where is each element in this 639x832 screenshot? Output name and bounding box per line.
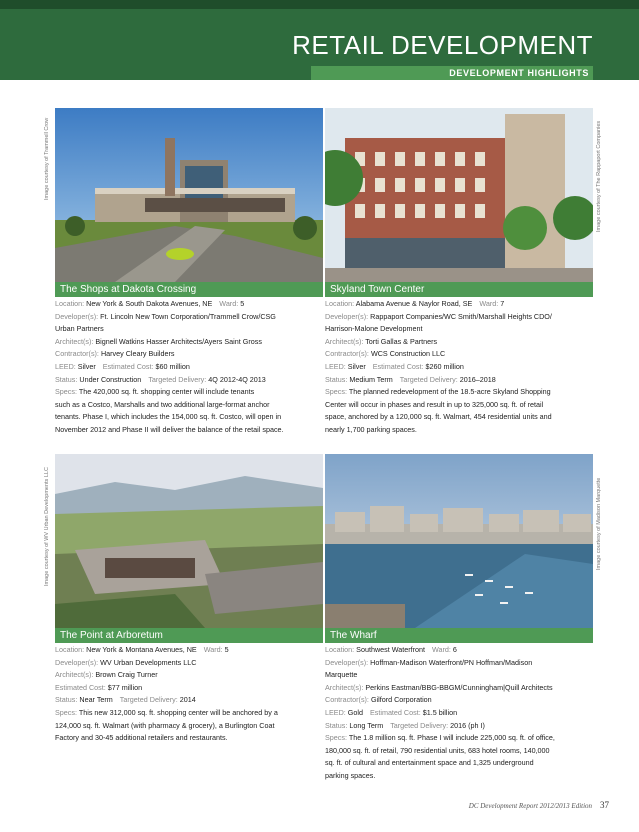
detail-value: WCS Construction LLC xyxy=(370,349,446,359)
detail-line xyxy=(325,694,597,707)
project-card-dakota-crossing xyxy=(55,108,323,443)
detail-value: Urban Partners xyxy=(55,324,104,334)
detail-value: 180,000 sq. ft. of retail, 790 residential units, 683 hotel rooms, 140,000 xyxy=(325,745,550,755)
project-photo-dakota-crossing xyxy=(55,108,323,282)
detail-label: LEED: xyxy=(325,361,346,371)
detail-value: $77 million xyxy=(107,682,143,692)
rendering-shopping-center-image xyxy=(55,108,323,282)
detail-line xyxy=(325,386,597,399)
detail-value: New York & South Dakota Avenues, NE xyxy=(86,299,213,308)
image-credit: Image courtesy of Trammell Crow xyxy=(44,117,50,200)
detail-label: Location: xyxy=(55,299,85,308)
detail-line xyxy=(325,361,597,374)
detail-label: Status: xyxy=(55,374,78,384)
detail-label: Location: xyxy=(325,645,355,654)
page-number: 37 xyxy=(600,800,609,810)
detail-line xyxy=(55,361,327,374)
project-name-bar: The Shops at Dakota Crossing xyxy=(55,282,323,297)
detail-value: Under Construction xyxy=(79,374,142,384)
detail-label: Specs: xyxy=(325,387,347,397)
detail-value: The 1.8 million sq. ft. Phase I will include 225,000 sq. ft. of office, xyxy=(348,733,555,743)
detail-line xyxy=(55,348,327,361)
detail-line xyxy=(55,694,327,707)
detail-value: 2016–2018 xyxy=(459,374,496,384)
detail-label: Specs: xyxy=(325,733,347,743)
detail-label: Contractor(s): xyxy=(55,349,99,359)
detail-value: $260 million xyxy=(425,361,464,371)
detail-label: Estimated Cost: xyxy=(102,361,154,371)
detail-value: Hoffman-Madison Waterfront/PN Hoffman/Madison xyxy=(370,657,533,667)
detail-value: Marquette xyxy=(325,670,358,680)
detail-label: Developer(s): xyxy=(55,657,99,667)
rendering-town-center-image xyxy=(325,108,593,282)
detail-line xyxy=(55,732,327,745)
detail-value: Long Term xyxy=(349,720,384,730)
detail-label: Targeted Delivery: xyxy=(399,374,458,384)
page-header xyxy=(0,0,639,80)
detail-value: Torti Gallas & Partners xyxy=(365,336,438,346)
image-credit: Image courtesy of The Rappaport Companies xyxy=(596,120,602,232)
project-card-arboretum xyxy=(55,454,323,764)
detail-value: Perkins Eastman/BBG-BBGM/Cunningham|Quill Architects xyxy=(365,682,553,692)
detail-value: Gold xyxy=(347,707,363,717)
project-name-bar: Skyland Town Center xyxy=(325,282,593,297)
detail-value: Factory and 30-45 additional retailers and restaurants. xyxy=(55,733,228,743)
detail-value: This new 312,000 sq. ft. shopping center will be anchored by a xyxy=(78,707,278,717)
project-details xyxy=(325,298,597,437)
detail-line xyxy=(55,386,327,399)
detail-value: nearly 1,700 parking spaces. xyxy=(325,424,417,434)
detail-label: Location: xyxy=(325,299,355,308)
project-details xyxy=(55,298,327,437)
detail-label: Ward: xyxy=(219,299,239,308)
detail-value: 4Q 2012-4Q 2013 xyxy=(208,374,266,384)
detail-line xyxy=(325,323,597,336)
project-details xyxy=(325,644,597,783)
detail-line xyxy=(325,757,597,770)
detail-line xyxy=(55,311,327,324)
detail-line xyxy=(55,682,327,695)
project-photo-skyland xyxy=(325,108,593,282)
detail-label: Architect(s): xyxy=(55,336,94,346)
detail-value: WV Urban Developments LLC xyxy=(100,657,197,667)
detail-label: Ward: xyxy=(203,645,223,654)
detail-line xyxy=(325,411,597,424)
detail-value: Ft. Lincoln New Town Corporation/Trammell Crow/CSG xyxy=(100,311,276,321)
detail-line xyxy=(55,374,327,387)
detail-line xyxy=(55,411,327,424)
detail-line xyxy=(55,657,327,670)
detail-label: Estimated Cost: xyxy=(369,707,421,717)
detail-line xyxy=(55,323,327,336)
detail-value: New York & Montana Avenues, NE xyxy=(86,645,197,654)
detail-label: Status: xyxy=(325,374,348,384)
detail-label: Estimated Cost: xyxy=(372,361,424,371)
detail-label: Developer(s): xyxy=(55,311,99,321)
detail-line xyxy=(55,669,327,682)
detail-value: The 420,000 sq. ft. shopping center will include tenants xyxy=(78,387,255,397)
project-card-wharf xyxy=(325,454,593,794)
detail-label: LEED: xyxy=(325,707,346,717)
report-title: DC Development Report 2012/2013 Edition xyxy=(468,802,593,810)
detail-value: November 2012 and Phase II will deliver the balance of the retail space. xyxy=(55,424,284,434)
detail-label: Contractor(s): xyxy=(325,695,369,705)
detail-value: Medium Term xyxy=(349,374,393,384)
detail-line xyxy=(325,298,597,311)
detail-line xyxy=(325,644,597,657)
header-stripe xyxy=(0,0,639,9)
detail-value: Harvey Cleary Builders xyxy=(100,349,175,359)
detail-label: LEED: xyxy=(55,361,76,371)
detail-line xyxy=(325,311,597,324)
image-credit: Image courtesy of Madison Marquette xyxy=(596,477,602,570)
detail-line xyxy=(325,707,597,720)
detail-label: Targeted Delivery: xyxy=(119,695,178,705)
detail-label: Targeted Delivery: xyxy=(390,720,449,730)
detail-line xyxy=(55,399,327,412)
detail-label: Ward: xyxy=(479,299,499,308)
detail-line xyxy=(55,336,327,349)
detail-value: tenants. Phase I, which includes the 154,000 sq. ft. Costco, will open in xyxy=(55,412,282,422)
detail-line xyxy=(325,770,597,783)
detail-value: Near Term xyxy=(79,695,113,705)
detail-value: 5 xyxy=(240,299,245,308)
detail-value: Gilford Corporation xyxy=(370,695,432,705)
detail-line xyxy=(325,745,597,758)
detail-line xyxy=(325,720,597,733)
detail-line xyxy=(325,399,597,412)
detail-value: Bignell Watkins Hasser Architects/Ayers Saint Gross xyxy=(95,336,262,346)
detail-value: Silver xyxy=(347,361,366,371)
detail-value: $60 million xyxy=(155,361,190,371)
detail-label: Architect(s): xyxy=(325,336,364,346)
detail-line xyxy=(325,348,597,361)
detail-line xyxy=(325,669,597,682)
detail-label: Estimated Cost: xyxy=(55,682,106,692)
detail-value: Silver xyxy=(77,361,96,371)
detail-label: Architect(s): xyxy=(55,670,94,680)
detail-label: Ward: xyxy=(432,645,451,654)
detail-label: Developer(s): xyxy=(325,657,369,667)
detail-value: Harrison-Malone Development xyxy=(325,324,423,334)
project-card-skyland xyxy=(325,108,593,443)
detail-line xyxy=(55,707,327,720)
detail-value: 6 xyxy=(452,645,457,654)
detail-line xyxy=(325,682,597,695)
detail-label: Location: xyxy=(55,645,85,654)
detail-value: Brown Craig Turner xyxy=(95,670,158,680)
page-subtitle: DEVELOPMENT HIGHLIGHTS xyxy=(449,68,589,78)
detail-line xyxy=(55,298,327,311)
detail-label: Targeted Delivery: xyxy=(148,374,207,384)
detail-value: $1.5 billion xyxy=(422,707,458,717)
detail-line xyxy=(325,424,597,437)
page-footer xyxy=(469,800,609,810)
detail-line xyxy=(55,720,327,733)
detail-value: Rappaport Companies/WC Smith/Marshall Heights CDO/ xyxy=(370,311,552,321)
detail-line xyxy=(325,657,597,670)
page-title: RETAIL DEVELOPMENT xyxy=(292,30,593,60)
detail-label: Developer(s): xyxy=(325,311,369,321)
detail-line xyxy=(55,644,327,657)
project-photo-arboretum xyxy=(55,454,323,628)
aerial-rendering-image xyxy=(55,454,323,628)
detail-value: 2016 (ph I) xyxy=(450,720,485,730)
detail-value: Southwest Waterfront xyxy=(356,645,426,654)
detail-value: space, anchored by a 120,000 sq. ft. Walmart, 454 residential units and xyxy=(325,412,552,422)
detail-value: Alabama Avenue & Naylor Road, SE xyxy=(355,299,473,308)
detail-value: The planned redevelopment of the 18.5-acre Skyland Shopping xyxy=(348,387,551,397)
detail-line xyxy=(325,374,597,387)
detail-label: Specs: xyxy=(55,387,77,397)
detail-value: 2014 xyxy=(179,695,196,705)
detail-line xyxy=(55,424,327,437)
detail-value: 124,000 sq. ft. Walmart (with pharmacy & grocery), a Burlington Coat xyxy=(55,720,275,730)
detail-value: Center will occur in phases and result in up to 325,000 sq. ft. of retail xyxy=(325,399,544,409)
detail-label: Status: xyxy=(55,695,78,705)
detail-value: sq. ft. of cultural and entertainment space and 1,325 underground xyxy=(325,758,534,768)
detail-label: Specs: xyxy=(55,707,77,717)
detail-value: parking spaces. xyxy=(325,770,376,780)
detail-label: Architect(s): xyxy=(325,682,364,692)
detail-label: Contractor(s): xyxy=(325,349,369,359)
detail-value: 5 xyxy=(224,645,229,654)
project-details xyxy=(55,644,327,745)
detail-line xyxy=(325,336,597,349)
waterfront-rendering-image xyxy=(325,454,593,628)
detail-line xyxy=(325,732,597,745)
detail-label: Status: xyxy=(325,720,348,730)
detail-value: 7 xyxy=(500,299,505,308)
project-name-bar: The Wharf xyxy=(325,628,593,643)
image-credit: Image courtesy of WV Urban Developments LLC xyxy=(44,467,50,586)
project-name-bar: The Point at Arboretum xyxy=(55,628,323,643)
project-photo-wharf xyxy=(325,454,593,628)
detail-value: such as a Costco, Marshalls and two additional large-format anchor xyxy=(55,399,270,409)
